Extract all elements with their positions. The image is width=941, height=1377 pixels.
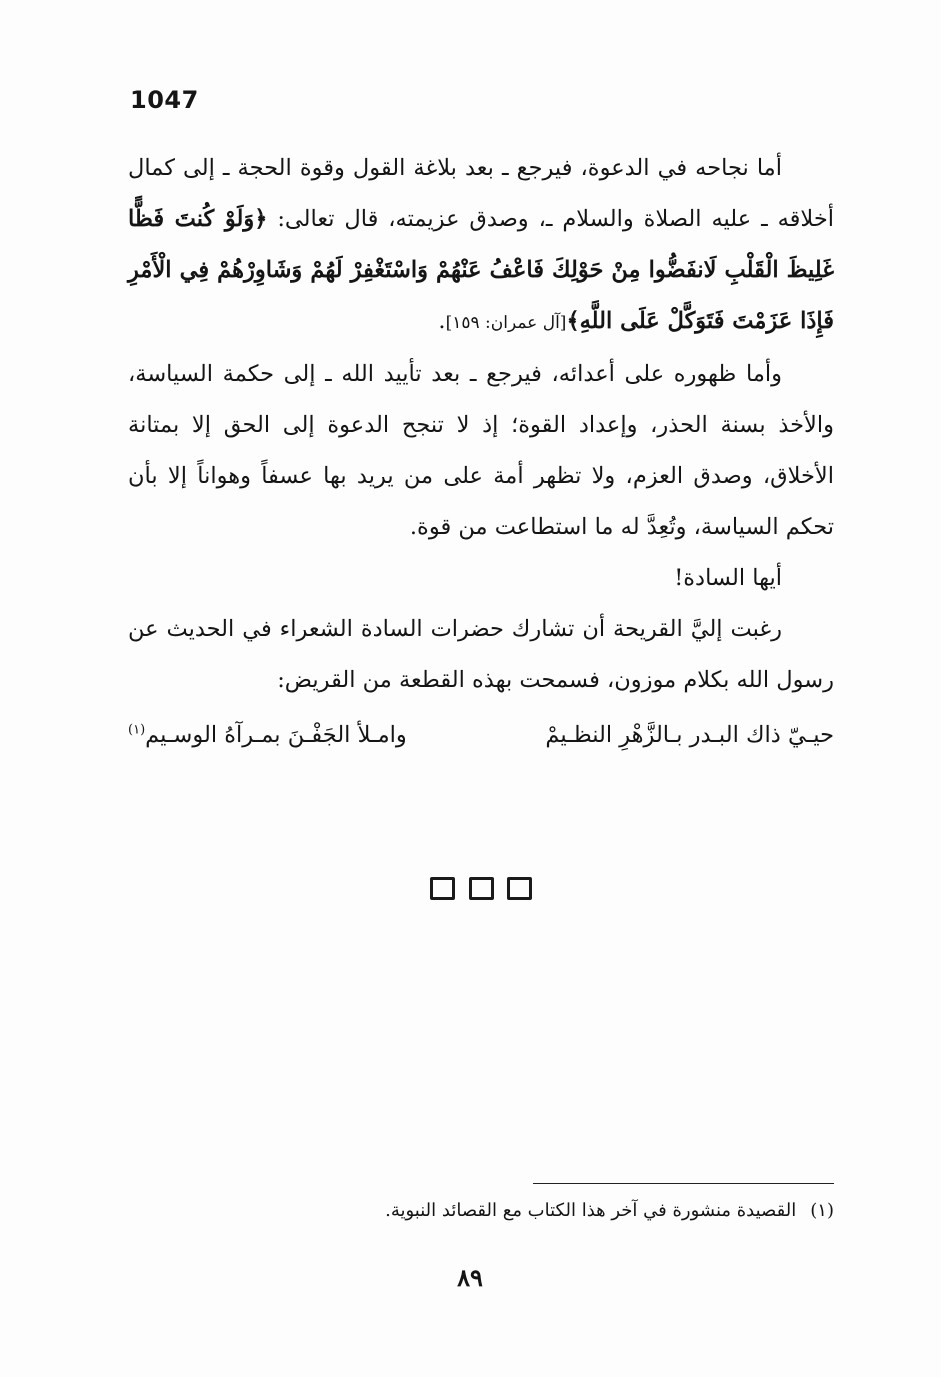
verse-second-hemistich-text: وامـلأ الجَفْـنَ بمـرآهُ الوسـيم — [145, 722, 407, 748]
quran-reference: [آل عمران: ١٥٩] — [445, 313, 567, 333]
footnote-number: (١) — [810, 1200, 834, 1221]
page-number: ٨٩ — [457, 1263, 483, 1292]
paragraph-success-in-dawah — [128, 143, 834, 349]
footnote-divider — [533, 1183, 834, 1184]
footnote-text: القصيدة منشورة في آخر هذا الكتاب مع القصائد النبوية. — [385, 1200, 797, 1221]
section-separator — [430, 877, 532, 901]
body-text — [128, 143, 834, 706]
quran-verse: ﴿وَلَوْ كُنتَ فَظًّا غَلِيظَ الْقَلْبِ لَانفَضُّوا مِنْ حَوْلِكَ فَاعْفُ عَنْهُمْ وَاسْتَغْفِرْ لَهُمْ وَشَاوِرْهُمْ فِي الْأَمْرِ فَإِذَا عَزَمْتَ فَتَوَكَّلْ عَلَى اللَّهِ﴾ — [128, 206, 834, 334]
hollow-square-icon — [507, 877, 532, 900]
verse-first-hemistich: حيـيّ ذاك البـدر بـالزَّهْرِ النظـيمْ — [545, 722, 834, 748]
paragraph-address: أيها السادة! — [674, 565, 782, 591]
paragraph-tail: . — [438, 308, 446, 334]
poem-verse — [128, 716, 834, 768]
hollow-square-icon — [469, 877, 494, 900]
paragraph-lead-text: أما نجاحه في الدعوة، فيرجع ـ بعد بلاغة القول وقوة الحجة ـ إلى كمال أخلاقه ـ عليه الصلاة والسلام ـ، وصدق عزيمته، قال تعالى: — [128, 155, 835, 232]
footnote — [300, 1196, 834, 1226]
paragraph-poem-intro: رغبت إليَّ القريحة أن تشارك حضرات السادة الشعراء في الحديث عن رسول الله بكلام موزون، فسمحت بهذه القطعة من القريض: — [128, 616, 834, 693]
paragraph-victory-over-enemies: وأما ظهوره على أعدائه، فيرجع ـ بعد تأييد الله ـ إلى حكمة السياسة، والأخذ بسنة الحذر، وإعداد القوة؛ إذ لا تنجح الدعوة إلى الحق إلا بمتانة الأخلاق، وصدق العزم، ولا تظهر أمة على من يريد بها عسفاً وهواناً إلا بأن تحكم السياسة، وتُعِدَّ له ما استطاعت من قوة. — [128, 361, 834, 540]
page-id: 1047 — [130, 86, 199, 114]
hollow-square-icon — [430, 877, 455, 900]
footnote-marker: (١) — [128, 722, 146, 738]
verse-second-hemistich — [128, 722, 407, 748]
